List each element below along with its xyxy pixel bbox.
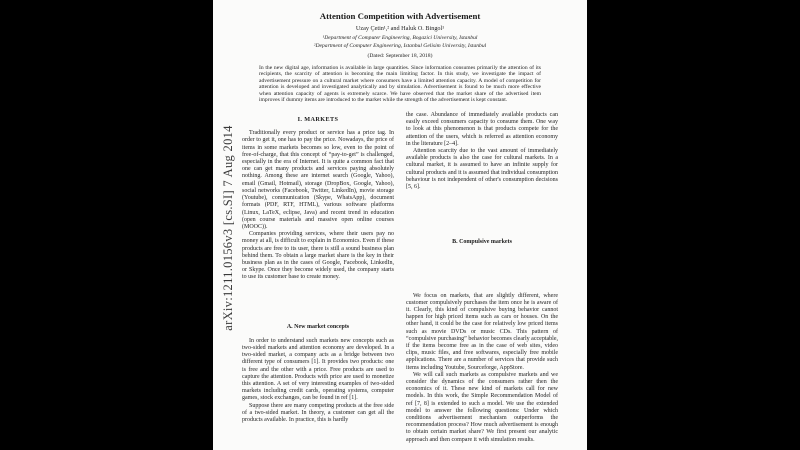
dated-line: (Dated: September 18, 2018) [367,52,433,59]
right-column [406,112,558,444]
paragraph: Companies providing services, where their users pay no money at all, is difficult to explain in Economics. Even if these products are free to its user, there is still a sound business plan behind them. To obtain a large market share is the key in their business plan as in the cases of Google, Facebook, LinkedIn, or Skype. Once they become widely used, the company starts to use its customer base to create money. [242,231,394,281]
paper-title: Attention Competition with Advertisement [319,11,481,21]
paragraph: the case. Abundance of immediately available products can easily exceed consumers capacity to consume them. One way to look at this phenomenon is that products compete for the attention of the users, which is referred as attention economy in the literature [2–4]. [406,112,558,147]
paragraph: Attention scarcity due to the vast amount of immediately available products is also the case for cultural markets. In a cultural market, it is assumed to have an infinite supply for cultural products and it is assumed that individual consumption behaviour is not independent of other's consumption decisions [5, 6]. [406,148,558,191]
paper-page [213,0,587,450]
abstract-text: In the new digital age, information is available in large quantities. Since information consumes primarily the attention of its recipients, the scarcity of attention is becoming the main limiting factor. In this study, we investigate the impact of advertisement pressure on a cultural market where consumers have a limited attention capacity. A model of competition for attention is developed and investigated analytically and by simulation. Advertisement is found to be much more effective when attention capacity of agents is extremely scarce. We have observed that the market share of the advertised item improves if dummy items are introduced to the market while the strength of the advertisement is kept constant. [259,64,541,104]
paragraph: Suppose there are many competing products at the free side of a two-sided market. In theory, a customer can get all the products available. In practice, this is hardly [242,402,394,423]
paragraph: We focus on markets, that are slightly different, where customer compulsively purchases the item once he is aware of it. Clearly, this kind of compulsive buying behavior cannot happen for high priced items such as cars or houses. On the other hand, it could be the case for relatively low priced items such as movie DVDs or music CDs. This pattern of “compulsive purchasing” behavior becomes clearly acceptable, if the items become free as in the case of web sites, video clips, music files, and free softwares, especially free mobile applications. There are a number of services that provide such items including Youtube, Sourceforge, AppStore. [406,292,558,371]
paragraph: Traditionally every product or service has a price tag. In order to get it, one has to pay the price. Nowadays, the price of items in some markets becomes so low, even to the point of free-of-charge, that this concept of “pay-to-get” is challenged, especially in the era of Internet. It is quite a common fact that one can get many products and services paying absolutely nothing. Among these are internet search (Google, Yahoo), email (Gmail, Hotmail), storage (DropBox, Google, Yahoo), social networks (Facebook, Twitter, LinkedIn), movie storage (Youtube), communication (Skype, WhatsApp), document formats (PDF, RTF, HTML), various software platforms (Linux, LaTeX, eclipse, Java) and recent trend in education (open course materials and massive open online courses (MOOC)). [242,130,394,230]
left-column [242,112,394,444]
affiliation-line-2: ²Department of Computer Engineering, Istanbul Gelisim University, Istanbul [313,43,487,49]
section-heading-markets: I. MARKETS [297,116,339,124]
paper-authors: Uzay Çetin¹,² and Haluk O. Bingol¹ [355,25,445,32]
subsection-heading-new-market-concepts: A. New market concepts [286,323,350,330]
paragraph: In order to understand such markets new concepts such as two-sided markets and attention economy are developed. In a two-sided market, a company acts as a bridge between two different type of consumers [1]. It provides two products: one is free and the other with a price. Free products are used to capture the attention. Products with price are used to monetize this attention. A set of very interesting examples of two-sided markets including credit cards, operating systems, computer games, stock exchanges, can be found in ref [1]. [242,337,394,402]
affiliation-line-1: ¹Department of Computer Engineering, Bogazici University, Istanbul [322,34,478,41]
arxiv-watermark: arXiv:1211.0156v3 [cs.SI] 7 Aug 2014 [221,125,235,331]
two-column-body [213,112,587,444]
paragraph: We will call such markets as compulsive markets and we consider the dynamics of the consumers rather then the economics of it. These new kind of markets call for new models. In this work, the Simple Recommendation Model of ref [7, 8] is extended to such a model. We use the extended model to answer the following questions: Under which conditions advertisement mechanism outperforms the recommendation process? How much advertisement is enough to obtain certain market share? We first present our analytic approach and then compare it with simulation results. [406,371,558,443]
subsection-heading-compulsive-markets: B. Compulsive markets [452,239,512,246]
